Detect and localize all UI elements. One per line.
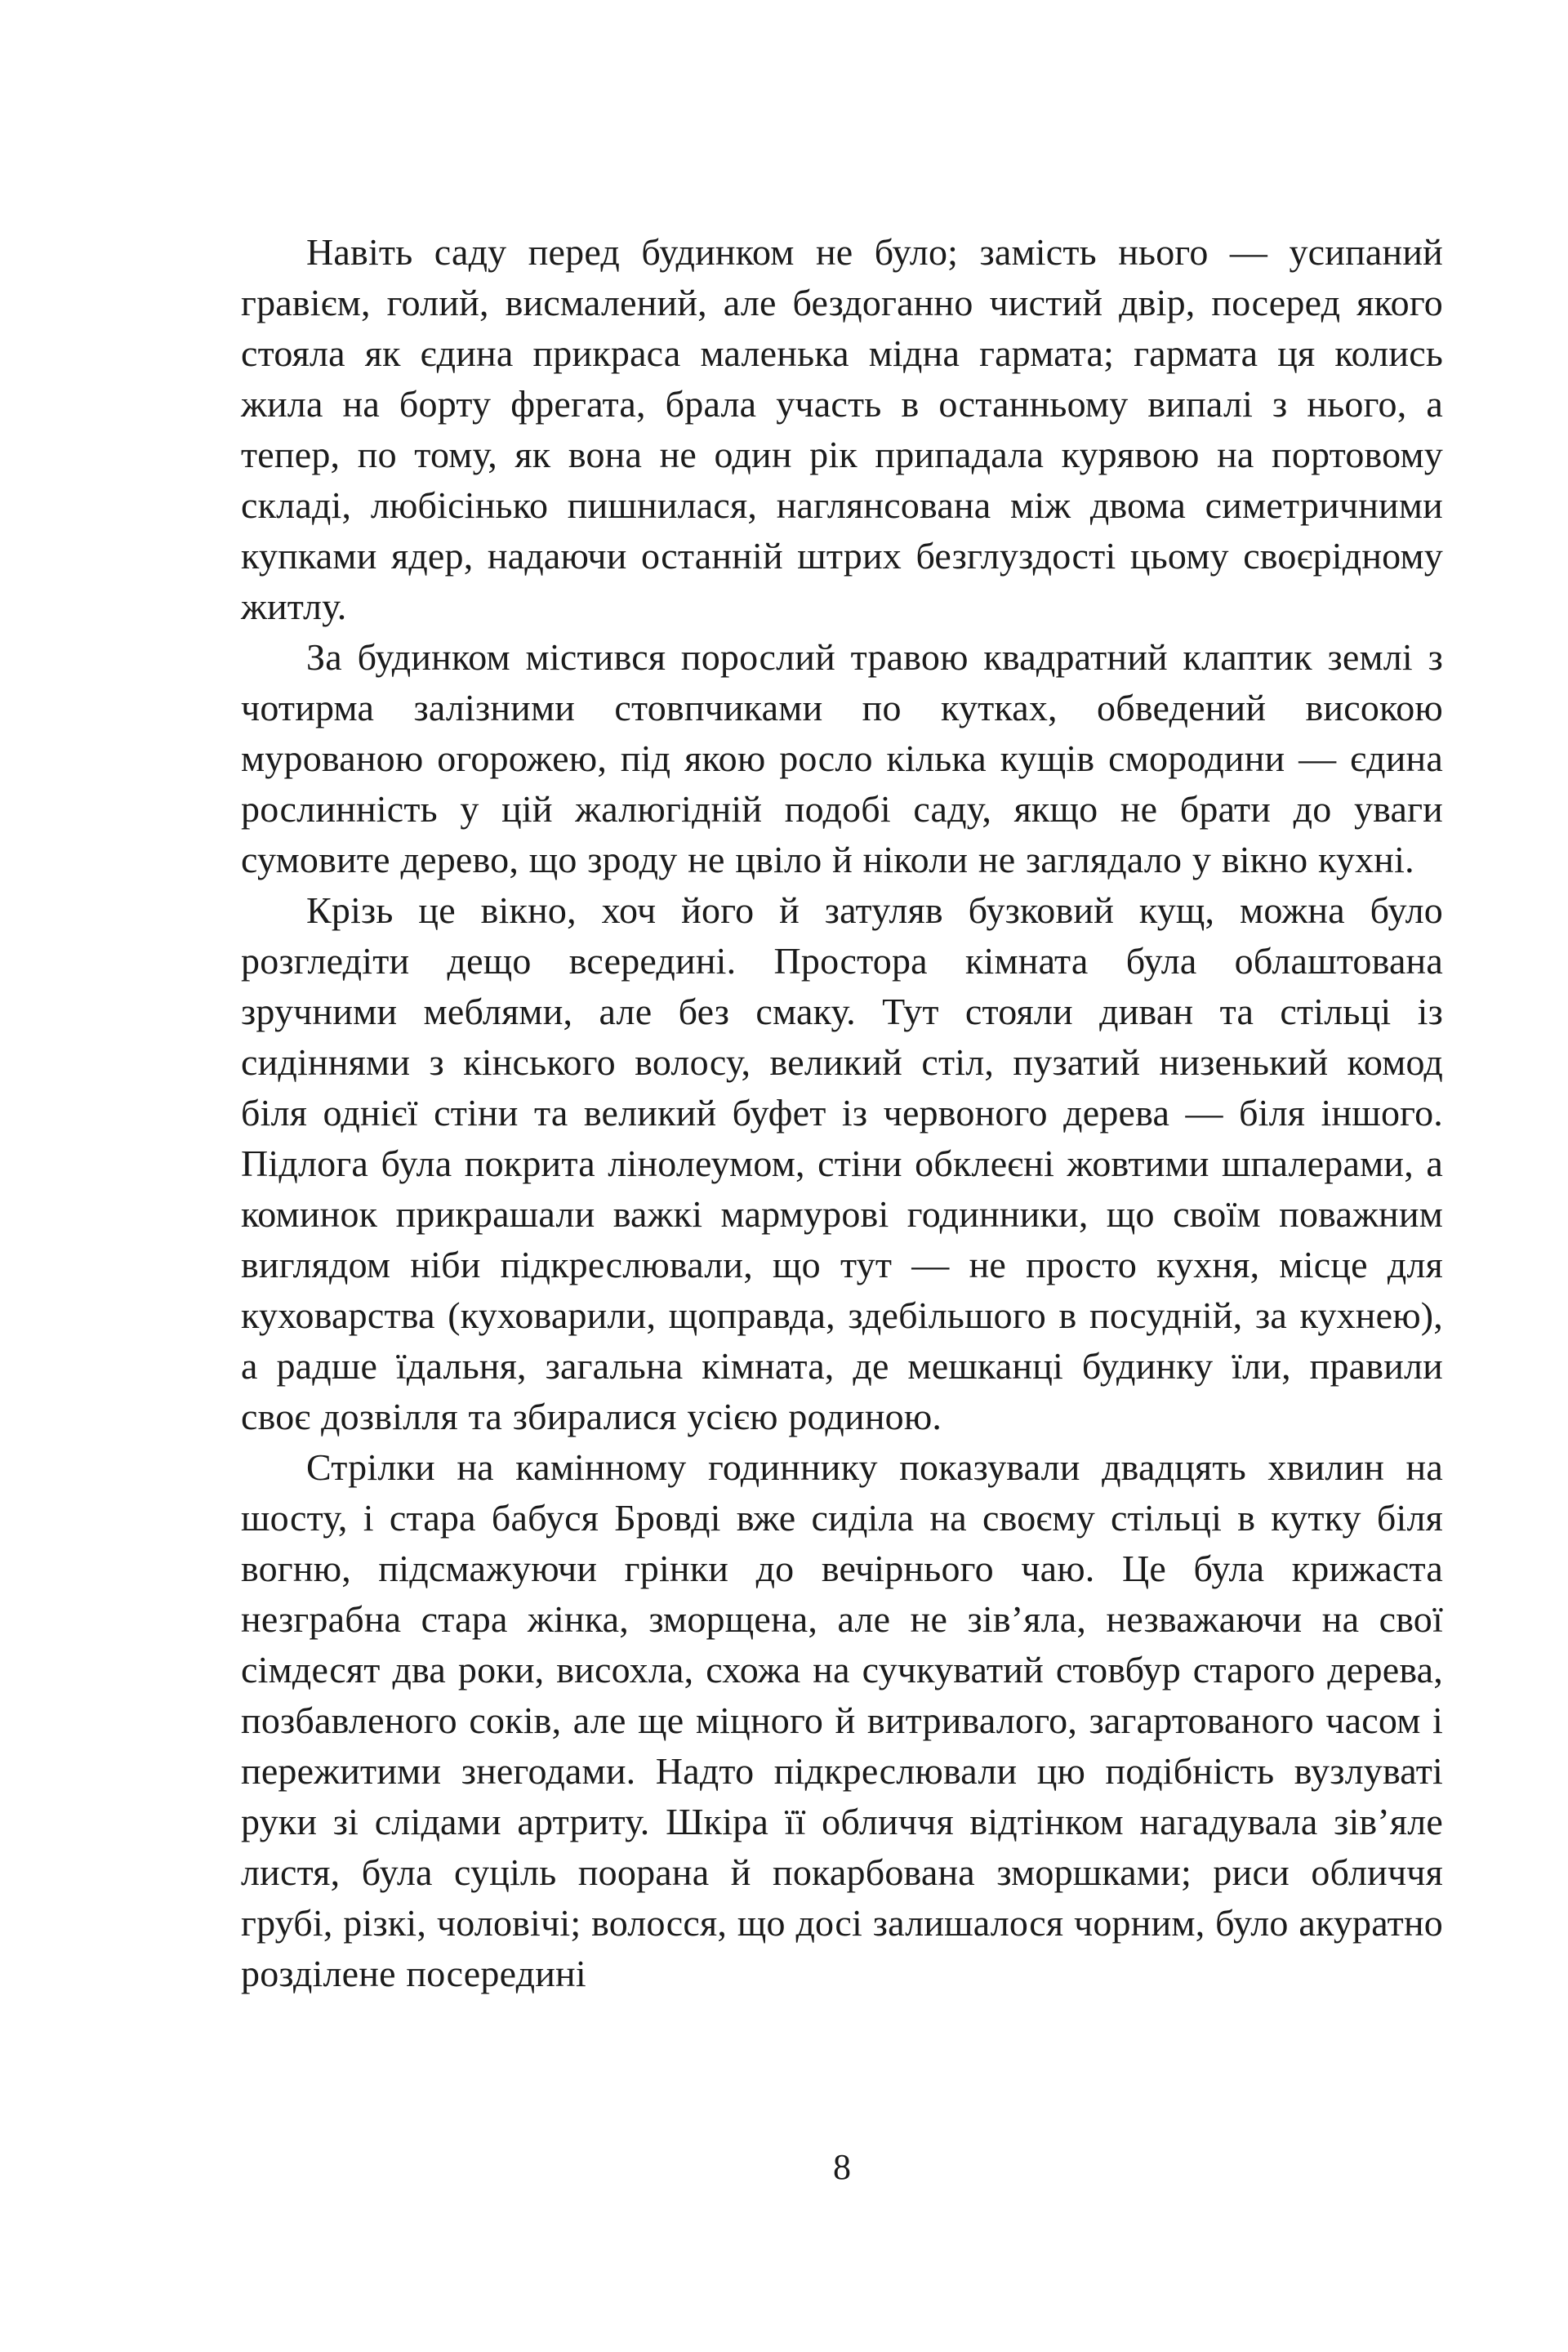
paragraph: Навіть саду перед будинком не було; замість нього — усипаний гравієм, голий, висмалений, але бездоганно чистий двір, посеред якого стояла як єдина прикраса маленька мідна гармата; гармата ця колись жила на борту фрегата, брала участь в останньому випалі з нього, а тепер, по тому, як вона не один рік припадала курявою на портовому складі, любісінько пишнилася, наглянсована між двома симетричними купками ядер, надаючи останній штрих безглуздості цьому своєрідному житлу. bbox=[241, 231, 1443, 627]
paragraph: Крізь це вікно, хоч його й затуляв бузковий кущ, можна було розгледіти дещо всередині. Простора кімната була облаштована зручними меблями, але без смаку. Тут стояли диван та стільці із сидіннями з кінського волосу, великий стіл, пузатий низенький комод біля однієї стіни та великий буфет із червоного дерева — біля іншого. Підлога була покрита лінолеумом, стіни обклеєні жовтими шпалерами, а коминок прикрашали важкі мармурові годинники, що своїм поважним виглядом ніби підкреслювали, що тут — не просто кухня, місце для куховарства (куховарили, щоправда, здебільшого в посудній, за кухнею), а радше їдальня, загальна кімната, де мешканці будинку їли, правили своє дозвілля та збиралися усією родиною. bbox=[241, 889, 1443, 1437]
paragraph: Стрілки на камінному годиннику показували двадцять хвилин на шосту, і стара бабуся Бровді вже сиділа на своєму стільці в кутку біля вогню, підсмажуючи грінки до вечірнього чаю. Це була крижаста незграбна стара жінка, зморщена, але не зів’яла, незважаючи на свої сімдесят два роки, висохла, схожа на сучкуватий стовбур старого дерева, позбавленого соків, але ще міцного й витривалого, загартованого часом і пережитими знегодами. Надто підкреслювали цю подібність вузлуваті руки зі слідами артриту. Шкіра її обличчя відтінком нагадувала зів’яле листя, була суціль поорана й покарбована зморшками; риси обличчя грубі, різкі, чоловічі; волосся, що досі залишалося чорним, було акуратно розділене посередині bbox=[241, 1446, 1443, 1994]
page-number: 8 bbox=[833, 2147, 851, 2187]
page-text bbox=[241, 227, 1443, 1999]
paragraph: За будинком містився порослий травою квадратний клаптик землі з чотирма залізними стовпчиками по кутках, обведений високою мурованою огорожею, під якою росло кілька кущів смородини — єдина рослинність у цій жалюгідній подобі саду, якщо не брати до уваги сумовите дерево, що зроду не цвіло й ніколи не заглядало у вікно кухні. bbox=[241, 636, 1443, 880]
